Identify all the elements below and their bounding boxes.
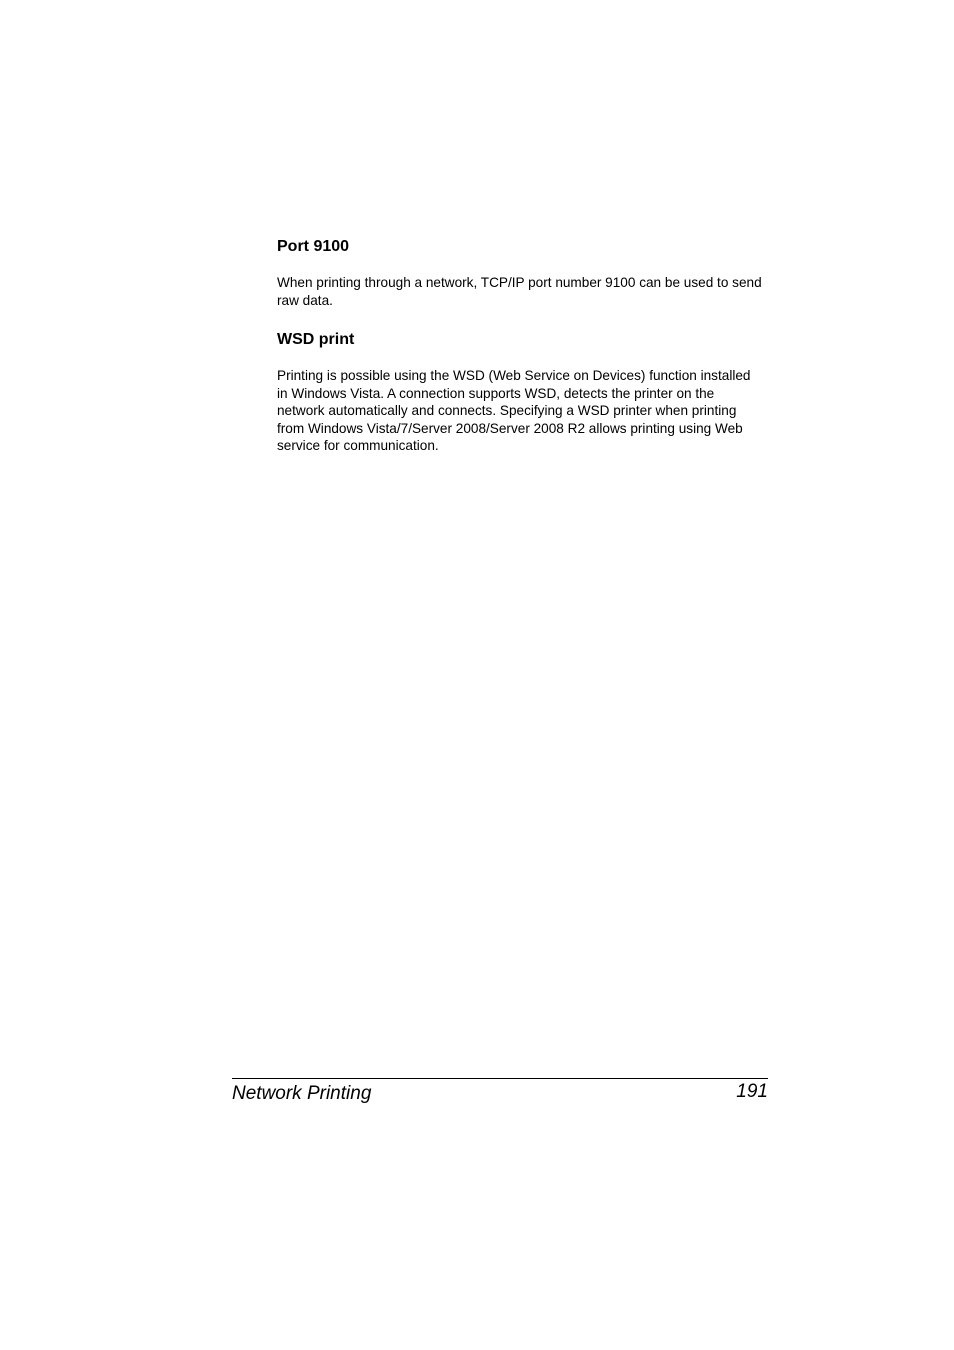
footer-page-number: 191 — [736, 1081, 768, 1102]
section-heading-port-9100: Port 9100 — [277, 238, 350, 255]
section-heading-wsd-print: WSD print — [277, 331, 355, 348]
section-body-wsd-print: Printing is possible using the WSD (Web Service on Devices) function installed in Windows Vista. A connection supports WSD, detects the printer on the network automatically and connects. Specifying a WSD printer when printing from Windows Vista/7/Server 2008/Server 2008 R2 allows printing using Web service for communication. — [277, 368, 751, 453]
footer-chapter-title: Network Printing — [232, 1083, 372, 1104]
page-footer — [232, 1078, 768, 1104]
section-body-port-9100: When printing through a network, TCP/IP port number 9100 can be used to send raw data. — [277, 275, 762, 308]
